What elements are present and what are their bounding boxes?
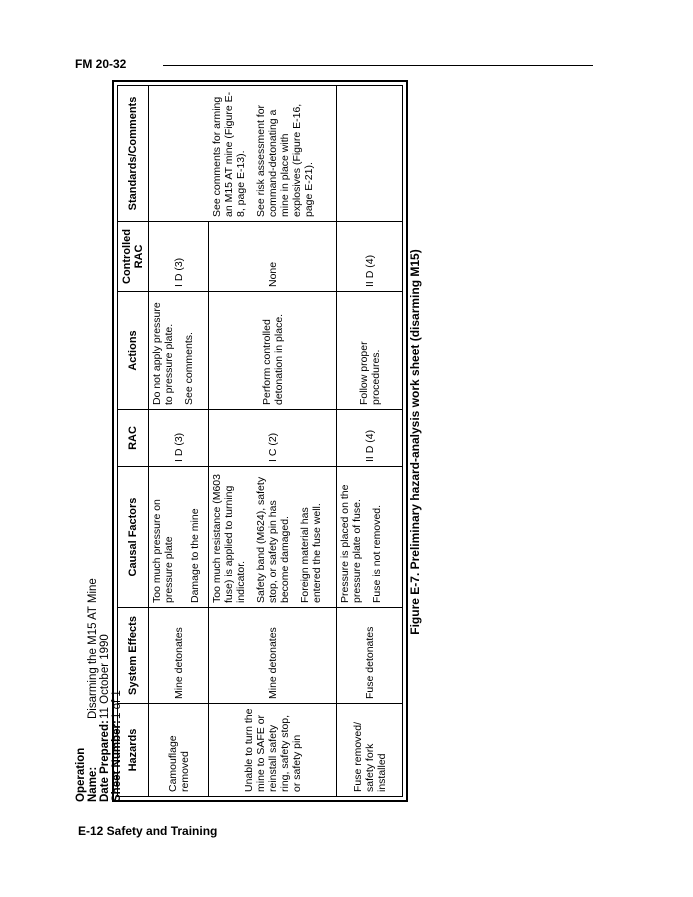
col-header-system-effects: System Effects — [118, 608, 149, 704]
table-header-row — [118, 86, 149, 797]
cause-text: Too much pressure on pressure plate — [151, 499, 175, 603]
table-row — [149, 86, 209, 797]
table-row — [337, 86, 403, 797]
col-header-controlled-rac: Controlled RAC — [118, 222, 149, 292]
header-rule — [163, 65, 593, 66]
cause-cell — [149, 467, 209, 608]
operation-name-label: Operation Name: — [75, 747, 99, 802]
sheet-number-value: 1 of 1 — [111, 690, 123, 719]
comment-cell — [337, 86, 403, 222]
comment-cell — [149, 86, 209, 222]
col-header-actions: Actions — [118, 292, 149, 410]
hazard-cell: Unable to turn the mine to SAFE or reinstall safety ring, safety stop, or safety pin — [209, 704, 337, 797]
comment-text: See risk assessment for command-detonating a mine in place with explosives (Figure E-16, page E-21). — [254, 103, 315, 217]
effect-cell: Fuse detonates — [337, 608, 403, 704]
hazard-table-frame — [112, 80, 408, 802]
sheet-number-label: Sheet Number: — [111, 720, 123, 802]
action-cell: Perform controlled detonation in place. — [209, 292, 337, 410]
effect-cell: Mine detonates — [209, 608, 337, 704]
cause-cell — [209, 467, 337, 608]
action-cell: Follow proper procedures. — [337, 292, 403, 410]
cause-text: Damage to the mine — [189, 508, 201, 603]
date-prepared-value: 11 October 1990 — [99, 634, 111, 719]
hazard-analysis-table — [117, 85, 403, 797]
table-row — [209, 86, 337, 797]
controlled-rac-cell: None — [209, 222, 337, 292]
rac-cell: I C (2) — [209, 410, 337, 467]
date-prepared-label: Date Prepared: — [99, 720, 111, 802]
action-text: See comments. — [183, 332, 195, 405]
col-header-standards-comments: Standards/Comments — [118, 86, 149, 222]
controlled-rac-cell: II D (4) — [337, 222, 403, 292]
col-header-causal-factors: Causal Factors — [118, 467, 149, 608]
cause-text: Foreign material has entered the fuse well. — [299, 503, 323, 603]
cause-text: Fuse is not removed. — [371, 504, 383, 603]
rotated-figure — [75, 82, 425, 802]
rac-cell: II D (4) — [337, 410, 403, 467]
effect-cell: Mine detonates — [149, 608, 209, 704]
controlled-rac-cell: I D (3) — [149, 222, 209, 292]
cause-cell — [337, 467, 403, 608]
col-header-hazards: Hazards — [118, 704, 149, 797]
action-text: Do not apply pressure to pressure plate. — [151, 302, 175, 405]
col-header-rac: RAC — [118, 410, 149, 467]
cause-text: Too much resistance (M603 fuse) is applied to turning indicator. — [211, 474, 247, 603]
hazard-cell: Fuse removed/ safety fork installed — [337, 704, 403, 797]
comment-cell — [209, 86, 337, 222]
operation-name-value: Disarming the M15 AT Mine — [87, 578, 99, 719]
cause-text: Safety band (M624), safety stop, or safety pin has become damaged. — [255, 476, 291, 603]
hazard-cell: Camouflage removed — [149, 704, 209, 797]
action-cell — [149, 292, 209, 410]
running-footer: E-12 Safety and Training — [78, 824, 218, 838]
comment-text: See comments for arming an M15 AT mine (Figure E-8, page E-13). — [210, 91, 247, 217]
cause-text: Pressure is placed on the pressure plate of fuse. — [339, 484, 363, 603]
rac-cell: I D (3) — [149, 410, 209, 467]
running-header: FM 20-32 — [75, 57, 127, 71]
figure-caption: Figure E-7. Preliminary hazard-analysis work sheet (disarming M15) — [408, 249, 422, 635]
